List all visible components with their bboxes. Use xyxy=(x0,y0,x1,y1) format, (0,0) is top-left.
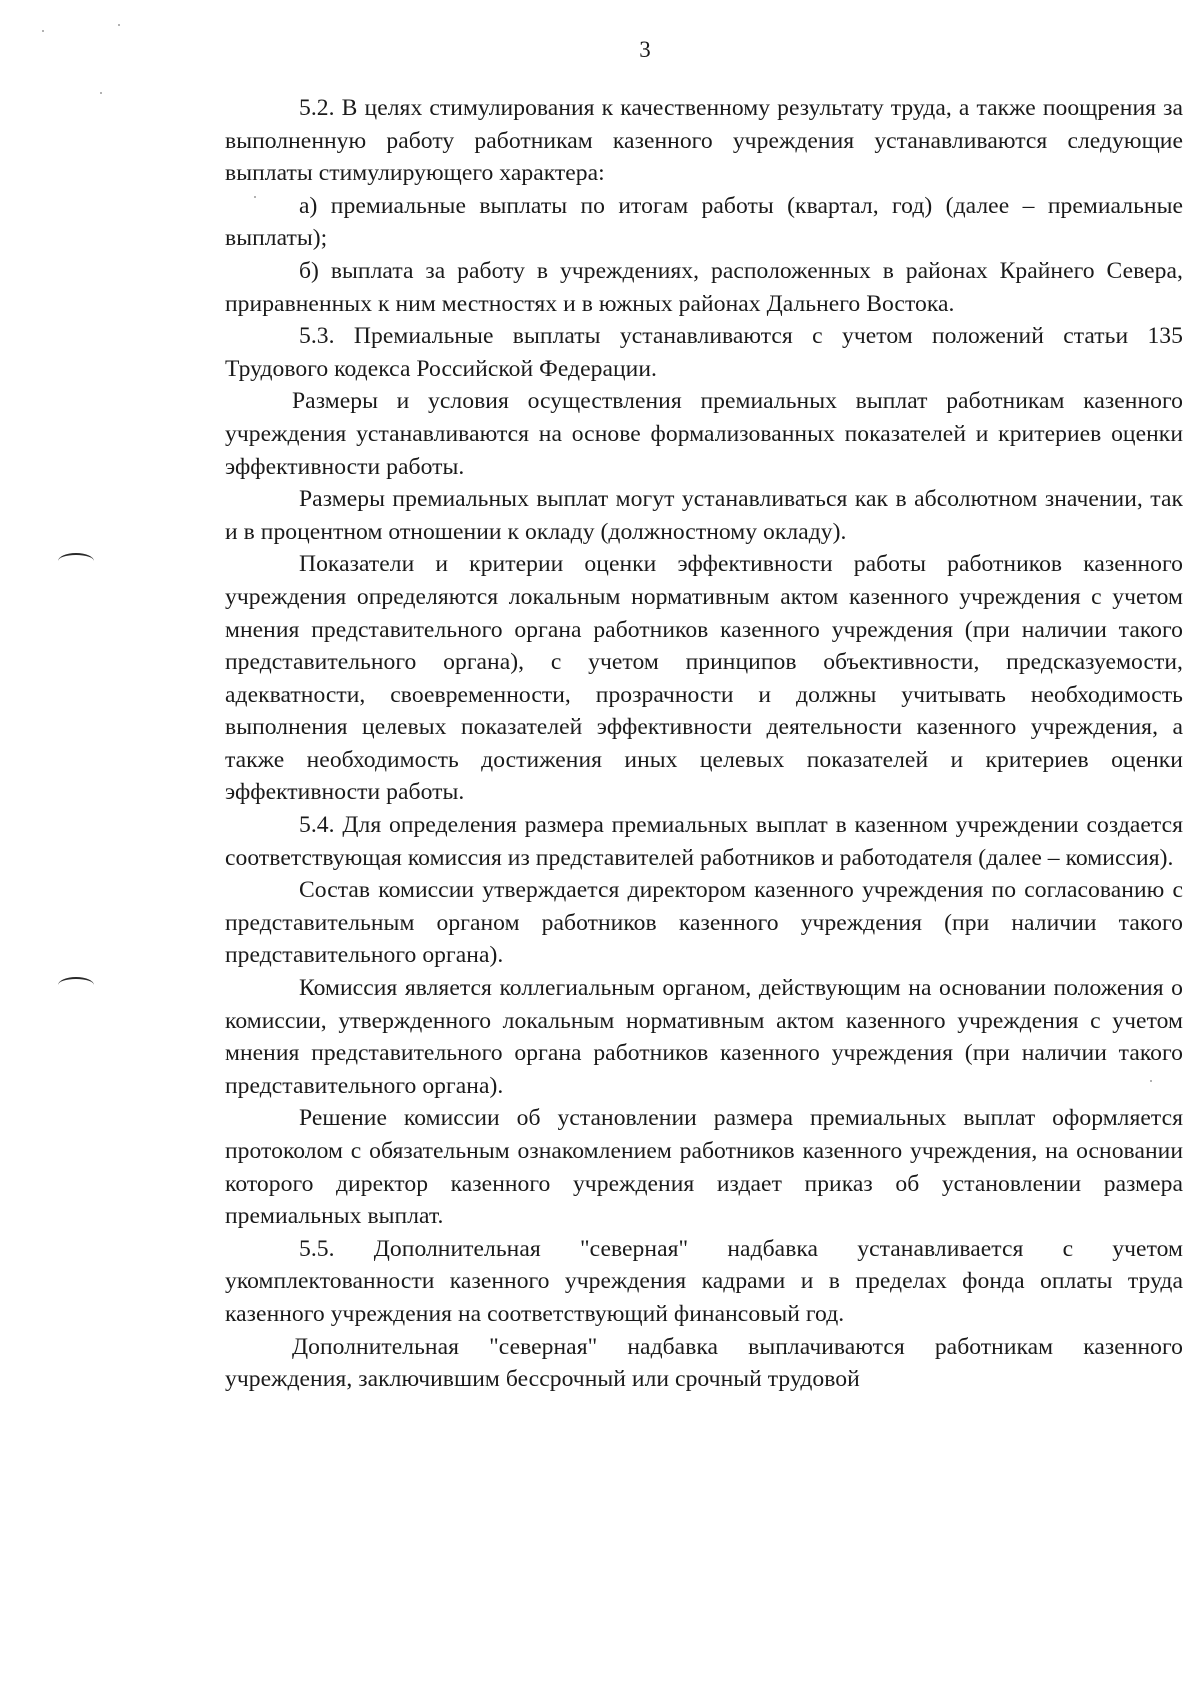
punch-hole-mark-upper xyxy=(58,553,94,569)
paragraph-5-2: 5.2. В целях стимулирования к качественному результату труда, а также поощрения за выполненную работу работникам казенного учреждения устанавливаются следующие выплаты стимулирующего характера: xyxy=(225,95,1183,187)
paragraph-commission-decision: Решение комиссии об установлении размера премиальных выплат оформляется протоколом с обязательным ознакомлением работников казенного учреждения, на основании которого директор казенного учреждения издает приказ об установлении размера премиальных выплат. xyxy=(225,1105,1183,1230)
paragraph-5-2-b: б) выплата за работу в учреждениях, расположенных в районах Крайнего Севера, приравненных к ним местностях и в южных районах Дальнего Востока. xyxy=(225,257,1183,317)
document-body xyxy=(225,92,1183,1396)
paragraph-5-3: 5.3. Премиальные выплаты устанавливаются с учетом положений статьи 135 Трудового кодекса Российской Федерации. xyxy=(225,323,1183,382)
paragraph-5-2-a: а) премиальные выплаты по итогам работы (квартал, год) (далее – премиальные выплаты); xyxy=(225,192,1183,252)
paragraph-commission-body: Комиссия является коллегиальным органом, действующим на основании положения о комиссии, утвержденного локальным нормативным актом казенного учреждения с учетом мнения представительного органа работников казенного учреждения (при наличии такого представительного органа). xyxy=(225,975,1183,1099)
scan-speck xyxy=(100,92,102,94)
paragraph-criteria: Показатели и критерии оценки эффективности работы работников казенного учреждения определяются локальным нормативным актом казенного учреждения с учетом мнения представительного органа работников казенного учреждения (при наличии такого представительного органа), с учетом принципов объективности, предсказуемости, адекватности, своевременности, прозрачности и должны учитывать необходимость выполнения целевых показателей эффективности деятельности казенного учреждения, а также необходимость достижения иных целевых показателей и критериев оценки эффективности работы. xyxy=(225,551,1183,806)
paragraph-northern-allowance: Дополнительная "северная" надбавка выплачиваются работникам казенного учреждения, заключившим бессрочный или срочный трудовой xyxy=(225,1333,1183,1393)
scan-speck xyxy=(118,24,120,26)
paragraph-5-4: 5.4. Для определения размера премиальных выплат в казенном учреждении создается соответствующая комиссия из представителей работников и работодателя (далее – комиссия). xyxy=(225,812,1183,871)
paragraph-5-5: 5.5. Дополнительная "северная" надбавка устанавливается с учетом укомплектованности казенного учреждения кадрами и в пределах фонда оплаты труда казенного учреждения на соответствующий финансовый год. xyxy=(225,1235,1183,1327)
paragraph-bonus-conditions: Размеры и условия осуществления премиальных выплат работникам казенного учреждения устанавливаются на основе формализованных показателей и критериев оценки эффективности работы. xyxy=(225,388,1183,480)
scan-speck xyxy=(42,30,44,32)
page-number: 3 xyxy=(639,37,651,62)
paragraph-commission-composition: Состав комиссии утверждается директором казенного учреждения по согласованию с представительным органом работников казенного учреждения (при наличии такого представительного органа). xyxy=(225,877,1183,969)
punch-hole-mark-lower xyxy=(58,977,94,993)
paragraph-bonus-amounts: Размеры премиальных выплат могут устанавливаться как в абсолютном значении, так и в процентном отношении к окладу (должностному окладу). xyxy=(225,486,1183,545)
